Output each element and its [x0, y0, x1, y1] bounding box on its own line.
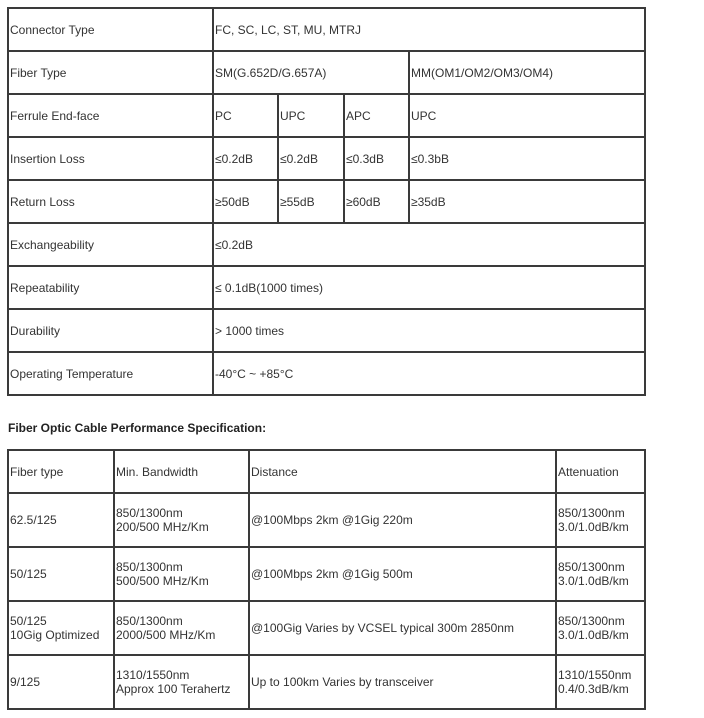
cell-line: 0.4/0.3dB/km [558, 682, 629, 696]
section-heading: Fiber Optic Cable Performance Specification: [8, 421, 267, 435]
bandwidth-cell [114, 547, 249, 601]
table-row [8, 309, 645, 352]
table-cell: ≤0.2dB [213, 137, 278, 180]
distance-cell: @100Mbps 2km @1Gig 500m [249, 547, 556, 601]
cell-line: 3.0/1.0dB/km [558, 520, 629, 534]
table-cell: ≤0.3dB [344, 137, 409, 180]
cell-line: 1310/1550nm [558, 668, 632, 682]
column-header: Min. Bandwidth [114, 450, 249, 493]
cell-line: 50/125 [10, 614, 47, 628]
table-row [8, 180, 645, 223]
table-cell: ≥60dB [344, 180, 409, 223]
row-label: Insertion Loss [8, 137, 213, 180]
attenuation-cell [556, 601, 645, 655]
table-row [8, 223, 645, 266]
connector-spec-table [7, 7, 646, 396]
row-label: Exchangeability [8, 223, 213, 266]
table-cell: ≥50dB [213, 180, 278, 223]
table-cell: ≤0.2dB [213, 223, 645, 266]
column-header: Distance [249, 450, 556, 493]
distance-cell: @100Gig Varies by VCSEL typical 300m 2850nm [249, 601, 556, 655]
bandwidth-cell [114, 601, 249, 655]
table-cell: APC [344, 94, 409, 137]
fiber-cell [8, 601, 114, 655]
table-cell: ≥55dB [278, 180, 344, 223]
cell-line: 9/125 [10, 675, 41, 689]
column-header: Fiber type [8, 450, 114, 493]
table-row [8, 94, 645, 137]
attenuation-cell [556, 547, 645, 601]
row-label: Ferrule End-face [8, 94, 213, 137]
connector-type-value: FC, SC, LC, ST, MU, MTRJ [213, 8, 645, 51]
row-label: Fiber Type [8, 51, 213, 94]
cell-line: 850/1300nm [558, 560, 625, 574]
cell-line: 850/1300nm [558, 614, 625, 628]
table-cell: > 1000 times [213, 309, 645, 352]
table-cell: UPC [278, 94, 344, 137]
row-label: Connector Type [8, 8, 213, 51]
table-cell: PC [213, 94, 278, 137]
cell-line: 850/1300nm [116, 506, 183, 520]
table-row [8, 655, 645, 709]
distance-cell: Up to 100km Varies by transceiver [249, 655, 556, 709]
table-cell: UPC [409, 94, 645, 137]
cell-line: 1310/1550nm [116, 668, 190, 682]
table-row [8, 493, 645, 547]
fiber-cell [8, 493, 114, 547]
table-row [8, 601, 645, 655]
cell-line: 3.0/1.0dB/km [558, 628, 629, 642]
row-label: Return Loss [8, 180, 213, 223]
row-label: Repeatability [8, 266, 213, 309]
cell-line: 62.5/125 [10, 513, 57, 527]
table-row [8, 266, 645, 309]
cell-line: 850/1300nm [116, 560, 183, 574]
cell-line: 3.0/1.0dB/km [558, 574, 629, 588]
cell-line: 850/1300nm [558, 506, 625, 520]
row-label: Operating Temperature [8, 352, 213, 395]
table-row [8, 547, 645, 601]
cell-line: 850/1300nm [116, 614, 183, 628]
cell-line: 10Gig Optimized [10, 628, 100, 642]
performance-table [7, 449, 646, 710]
cell-line: Approx 100 Terahertz [116, 682, 231, 696]
table-row [8, 352, 645, 395]
table-row [8, 137, 645, 180]
bandwidth-cell [114, 493, 249, 547]
fiber-cell [8, 655, 114, 709]
attenuation-cell [556, 655, 645, 709]
row-label: Durability [8, 309, 213, 352]
distance-cell: @100Mbps 2km @1Gig 220m [249, 493, 556, 547]
table-cell: ≤0.2dB [278, 137, 344, 180]
cell-line: 500/500 MHz/Km [116, 574, 209, 588]
column-header: Attenuation [556, 450, 645, 493]
fiber-cell [8, 547, 114, 601]
fiber-type-sm: SM(G.652D/G.657A) [213, 51, 409, 94]
table-cell: -40°C ~ +85°C [213, 352, 645, 395]
table-row [8, 8, 645, 51]
table-cell: ≤ 0.1dB(1000 times) [213, 266, 645, 309]
attenuation-cell [556, 493, 645, 547]
fiber-type-mm: MM(OM1/OM2/OM3/OM4) [409, 51, 645, 94]
table-cell: ≥35dB [409, 180, 645, 223]
bandwidth-cell [114, 655, 249, 709]
cell-line: 2000/500 MHz/Km [116, 628, 216, 642]
cell-line: 200/500 MHz/Km [116, 520, 209, 534]
table-row [8, 51, 645, 94]
cell-line: 50/125 [10, 567, 47, 581]
table-header-row [8, 450, 645, 493]
table-cell: ≤0.3bB [409, 137, 645, 180]
